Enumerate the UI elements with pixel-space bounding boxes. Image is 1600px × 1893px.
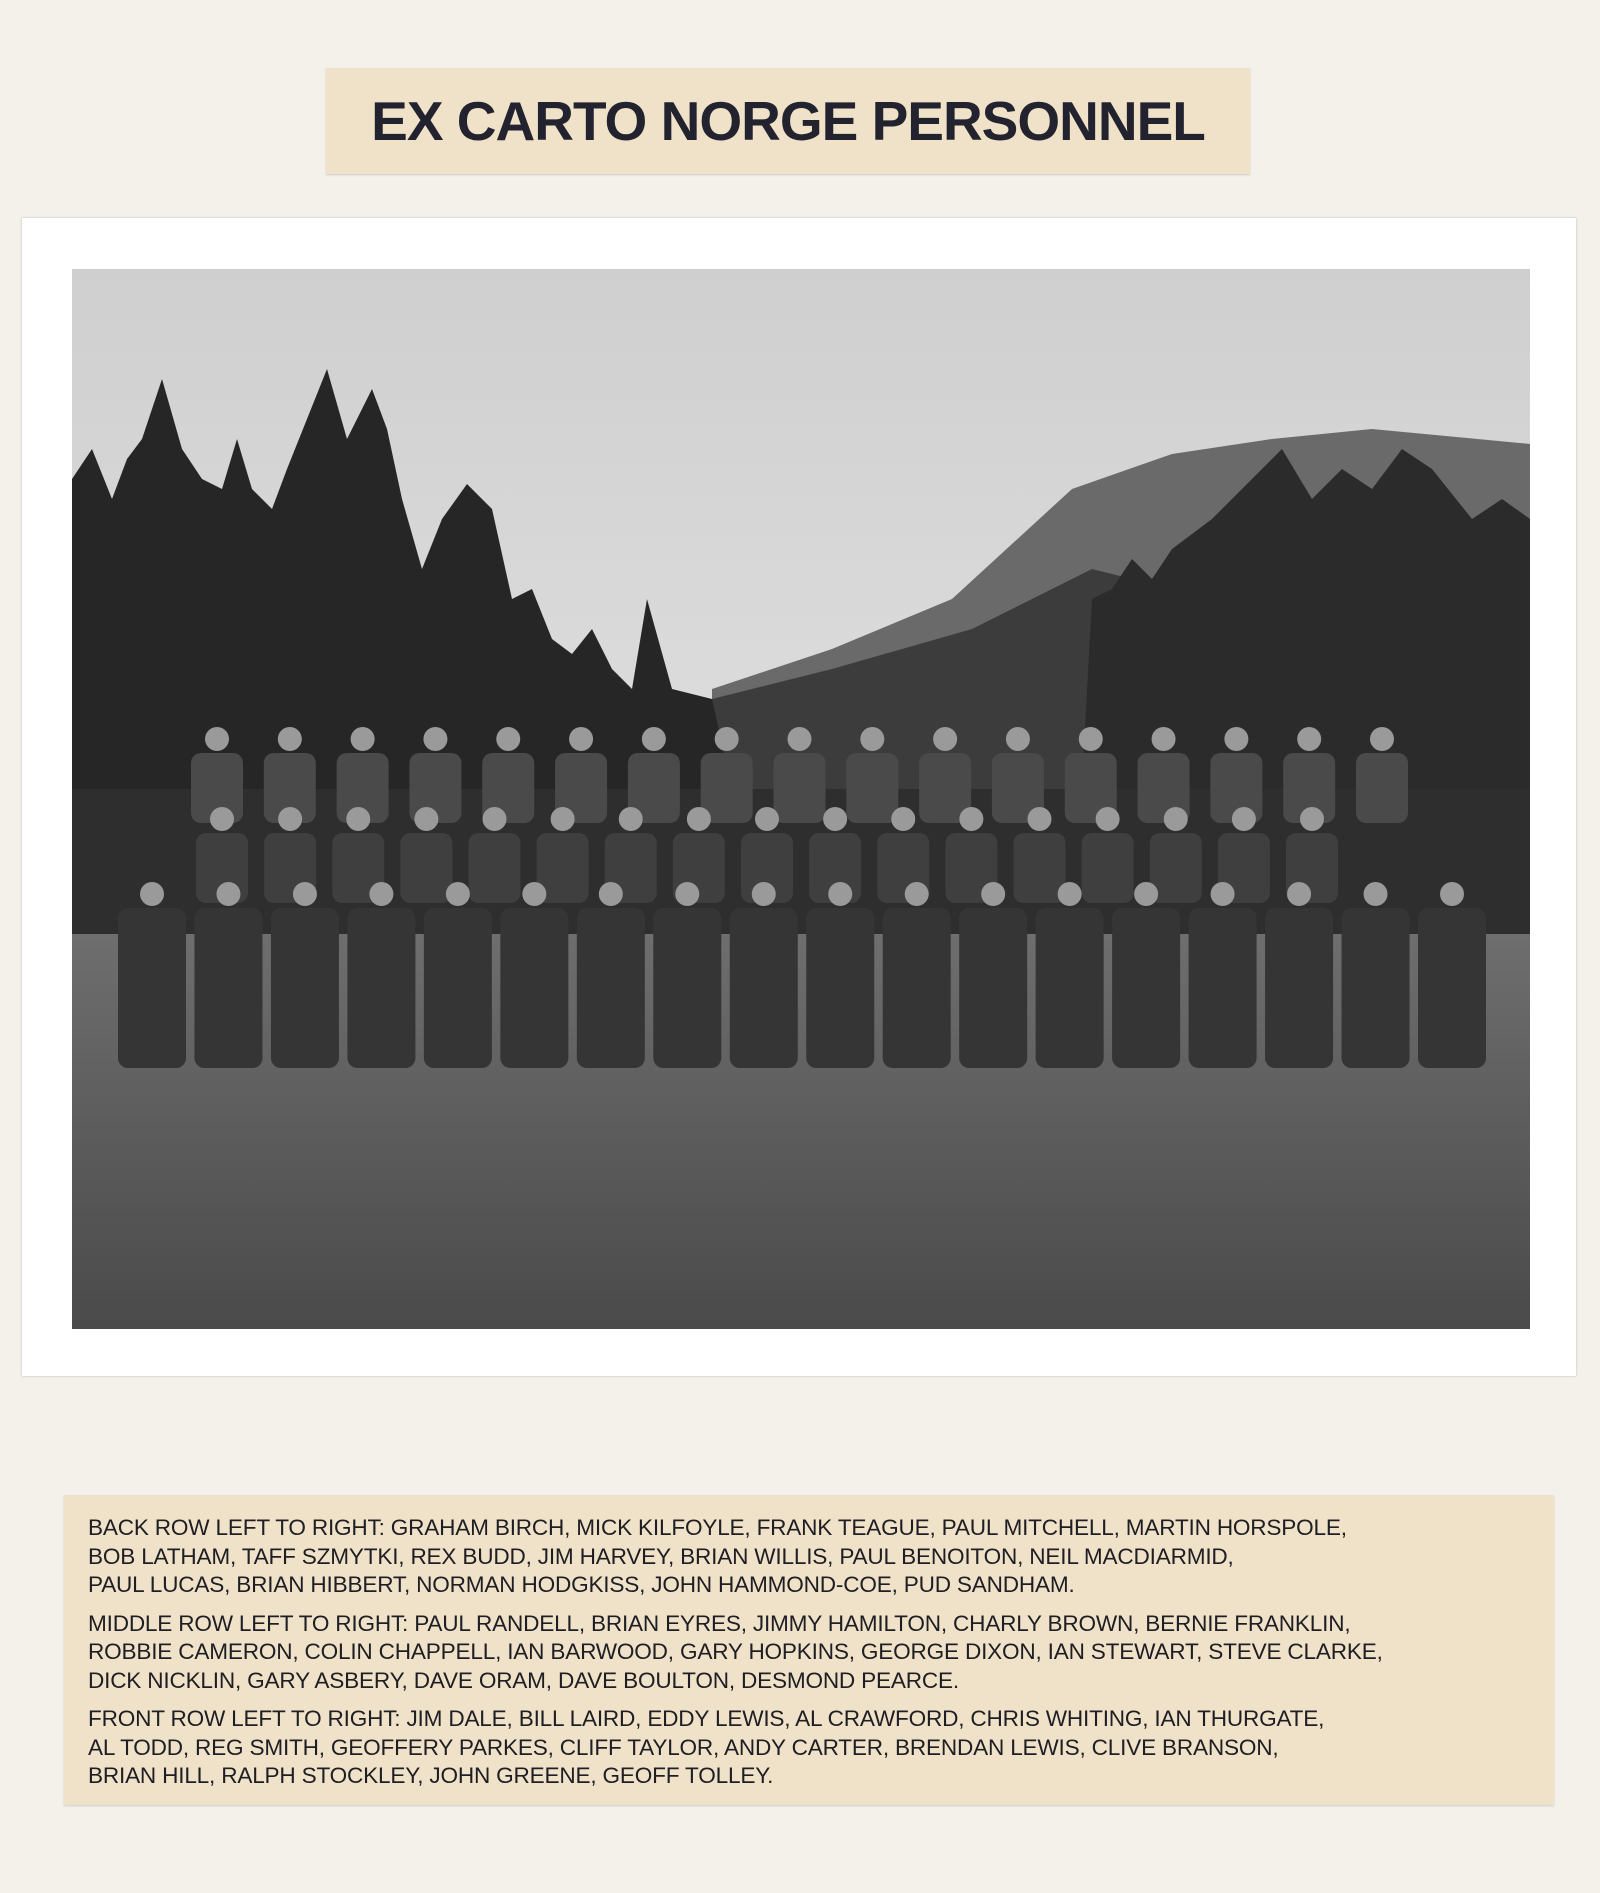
middle-row-line-1: MIDDLE ROW LEFT TO RIGHT: PAUL RANDELL, BRIAN EYRES, JIMMY HAMILTON, CHARLY BROWN, BERNIE FRANKLIN, — [88, 1610, 1351, 1636]
back-row-line-1: BACK ROW LEFT TO RIGHT: GRAHAM BIRCH, MICK KILFOYLE, FRANK TEAGUE, PAUL MITCHELL, MARTIN HORSPOLE, — [88, 1515, 1347, 1540]
back-row-caption — [88, 1514, 1536, 1600]
middle-row-caption — [88, 1610, 1536, 1696]
title-label — [326, 68, 1250, 174]
front-row-line-2: AL TODD, REG SMITH, GEOFFERY PARKES, CLIFF TAYLOR, ANDY CARTER, BRENDAN LEWIS, CLIVE BRANSON, — [88, 1734, 1279, 1760]
middle-row-line-3: DICK NICKLIN, GARY ASBERY, DAVE ORAM, DAVE BOULTON, DESMOND PEARCE. — [88, 1667, 959, 1693]
group-photo — [72, 269, 1530, 1329]
middle-row-line-2: ROBBIE CAMERON, COLIN CHAPPELL, IAN BARWOOD, GARY HOPKINS, GEORGE DIXON, IAN STEWART, STEVE CLARKE, — [88, 1639, 1383, 1664]
group-photo-icon — [72, 269, 1530, 1329]
caption-label — [64, 1495, 1554, 1805]
front-row-line-3: BRIAN HILL, RALPH STOCKLEY, JOHN GREENE, GEOFF TOLLEY. — [88, 1763, 774, 1788]
back-row-line-3: PAUL LUCAS, BRIAN HIBBERT, NORMAN HODGKISS, JOHN HAMMOND-COE, PUD SANDHAM. — [88, 1572, 1075, 1597]
front-row-line-1: FRONT ROW LEFT TO RIGHT: JIM DALE, BILL LAIRD, EDDY LEWIS, AL CRAWFORD, CHRIS WHITING, IAN THURGATE, — [88, 1706, 1325, 1731]
back-row-line-2: BOB LATHAM, TAFF SZMYTKI, REX BUDD, JIM HARVEY, BRIAN WILLIS, PAUL BENOITON, NEIL MACDIARMID, — [88, 1543, 1234, 1569]
page-title: EX CARTO NORGE PERSONNEL — [371, 90, 1205, 152]
front-row-caption — [88, 1705, 1536, 1791]
